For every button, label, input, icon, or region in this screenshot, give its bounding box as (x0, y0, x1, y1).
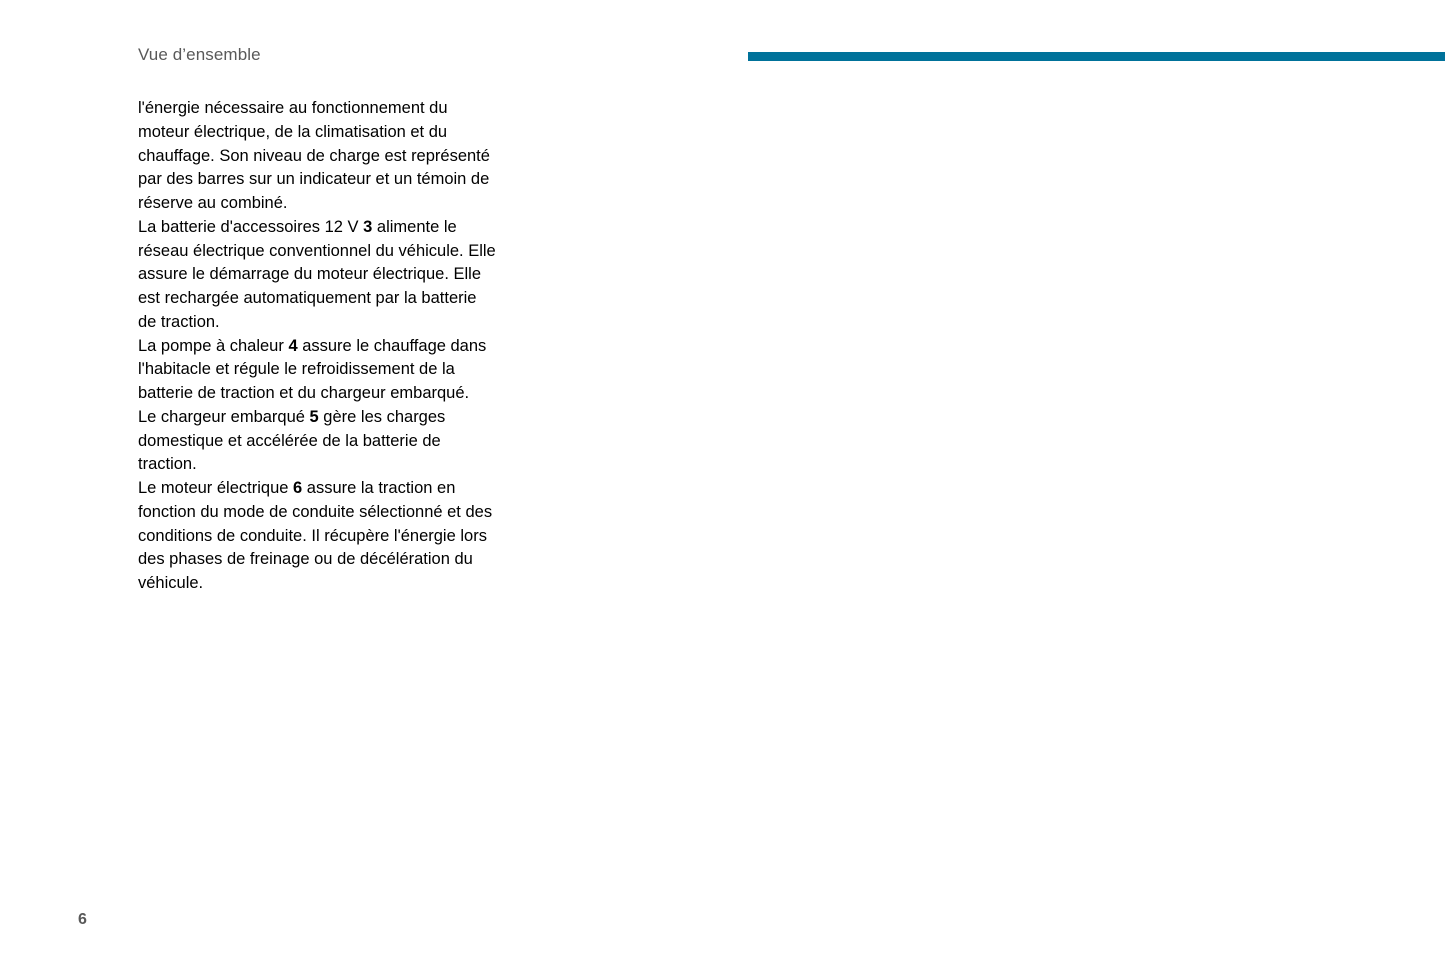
paragraph-text: gère les charges domestique et accélérée de la batterie de traction. (138, 407, 446, 474)
paragraph-text: La batterie d'accessoires 12 V (138, 217, 364, 236)
paragraph-text: alimente le réseau électrique conventionnel du véhicule. Elle assure le démarrage du moteur électrique. Elle est rechargée automatiquement par la batterie de traction. (138, 217, 496, 331)
paragraph-text: l'énergie nécessaire au fonctionnement du moteur électrique, de la climatisation et du chauffage. Son niveau de charge est représenté par des barres sur un indicateur et un témoin de réserve au combiné. (138, 99, 490, 212)
callout-number: 3 (363, 217, 373, 236)
paragraph-text: Le chargeur embarqué (138, 407, 310, 426)
body-text (138, 97, 538, 596)
header-accent-bar (748, 52, 1445, 61)
callout-number: 6 (293, 479, 303, 497)
section-title: Vue d’ensemble (138, 45, 261, 64)
paragraph-text: La pompe à chaleur (138, 336, 289, 355)
paragraph-electric-motor (138, 477, 538, 596)
callout-number: 4 (288, 336, 298, 355)
paragraph-onboard-charger (138, 406, 538, 477)
callout-number: 5 (309, 407, 319, 426)
paragraph-accessory-battery (138, 216, 538, 335)
paragraph-battery-traction (138, 97, 538, 216)
paragraph-text: assure le chauffage dans l'habitacle et régule le refroidissement de la batterie de traction et du chargeur embarqué. (138, 336, 487, 402)
paragraph-text: Le moteur électrique (138, 479, 294, 497)
page-number: 6 (78, 911, 87, 928)
paragraph-heat-pump (138, 335, 538, 406)
paragraph-text: assure la traction en fonction du mode de conduite sélectionné et des conditions de conduite. Il récupère l'énergie lors des phases de freinage ou de décélération du véhicule. (138, 479, 493, 592)
